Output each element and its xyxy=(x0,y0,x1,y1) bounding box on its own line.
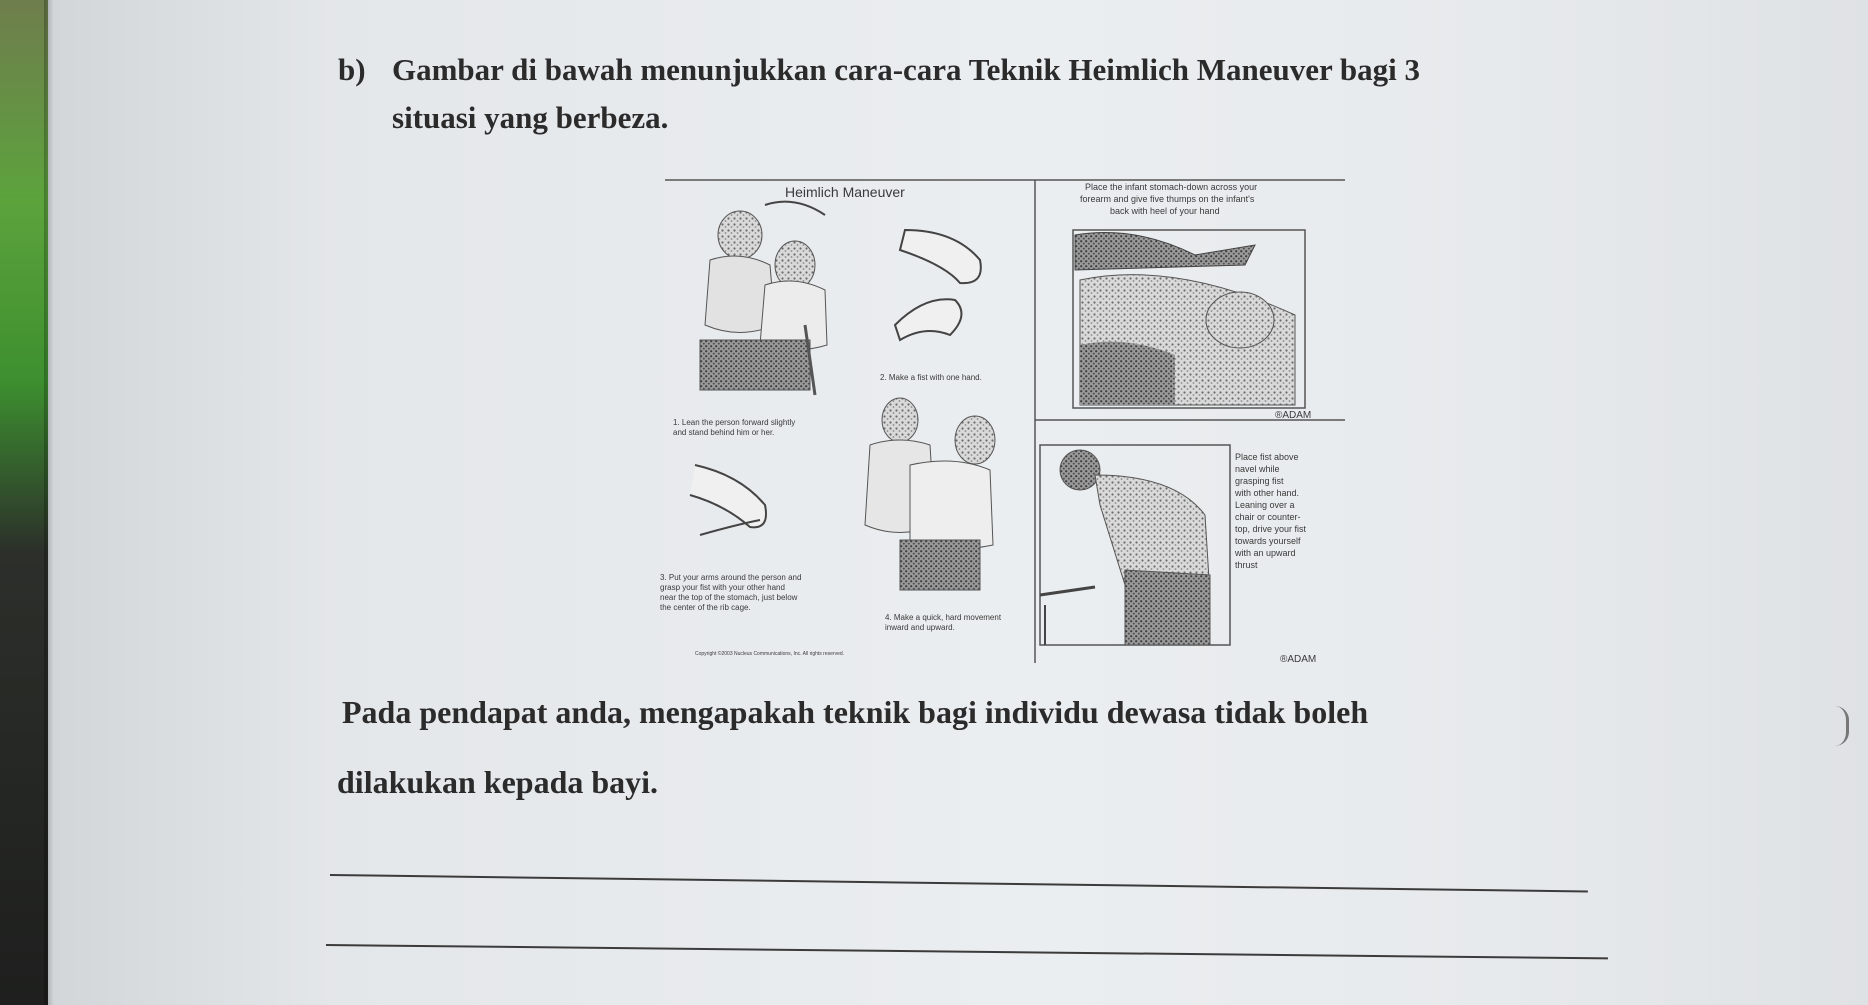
paper-edge-shadow xyxy=(44,0,54,1005)
step3-caption-line-3: near the top of the stomach, just below xyxy=(660,593,798,602)
self-caption-line: with other hand. xyxy=(1235,488,1300,498)
step1-illustration xyxy=(700,202,827,395)
self-heimlich-illustration xyxy=(1040,450,1210,645)
answer-line-1[interactable] xyxy=(330,874,1588,892)
prompt-line-2: dilakukan kepada bayi. xyxy=(337,764,659,800)
self-caption-line: chair or counter- xyxy=(1235,512,1301,522)
step3-caption-line-4: the center of the rib cage. xyxy=(660,603,751,612)
question-label: b) xyxy=(338,52,366,87)
self-caption-line: Leaning over a xyxy=(1235,500,1295,510)
answer-line-2[interactable] xyxy=(326,944,1608,959)
infant-caption-line-1: Place the infant stomach-down across your xyxy=(1085,182,1258,192)
self-caption-line: thrust xyxy=(1235,560,1258,570)
infant-illustration xyxy=(1075,233,1295,406)
adam-watermark-2: ®ADAM xyxy=(1280,654,1317,665)
prompt-line-1: Pada pendapat anda, mengapakah teknik bagi individu dewasa tidak boleh xyxy=(342,694,1369,730)
infant-caption-line-3: back with heel of your hand xyxy=(1110,206,1220,216)
self-caption-line: top, drive your fist xyxy=(1235,524,1307,534)
figure-copyright: Copyright ©2003 Nucleus Communications, Inc. All rights reserved. xyxy=(695,651,845,657)
desk-background xyxy=(0,0,48,1005)
self-caption-line: Place fist above xyxy=(1235,452,1299,462)
step4-caption-line-2: inward and upward. xyxy=(885,623,955,632)
self-caption-line: towards yourself xyxy=(1235,536,1301,546)
step2-caption: 2. Make a fist with one hand. xyxy=(880,373,982,382)
step1-caption-line-2: and stand behind him or her. xyxy=(673,428,775,437)
adam-watermark-1: ®ADAM xyxy=(1275,410,1312,421)
marks-box xyxy=(1798,706,1849,746)
step3-caption-line-1: 3. Put your arms around the person and xyxy=(660,573,802,582)
infant-caption-line-2: forearm and give five thumps on the infant's xyxy=(1080,194,1255,204)
step1-caption-line-1: 1. Lean the person forward slightly xyxy=(673,418,796,427)
figure-heading: Heimlich Maneuver xyxy=(785,184,905,200)
heimlich-figure xyxy=(655,175,1345,665)
step4-illustration xyxy=(865,398,995,590)
step3-caption-line-2: grasp your fist with your other hand xyxy=(660,583,785,592)
step2-illustration xyxy=(895,230,981,340)
self-heimlich-caption xyxy=(1234,452,1307,570)
self-caption-line: grasping fist xyxy=(1235,476,1284,486)
step4-caption-line-1: 4. Make a quick, hard movement xyxy=(885,613,1002,622)
self-caption-line: with an upward xyxy=(1235,548,1296,558)
self-caption-line: navel while xyxy=(1235,464,1280,474)
step3-illustration xyxy=(690,465,766,535)
question-text-line-2: situasi yang berbeza. xyxy=(392,100,669,135)
question-text-line-1: Gambar di bawah menunjukkan cara-cara Teknik Heimlich Maneuver bagi 3 xyxy=(392,52,1421,87)
